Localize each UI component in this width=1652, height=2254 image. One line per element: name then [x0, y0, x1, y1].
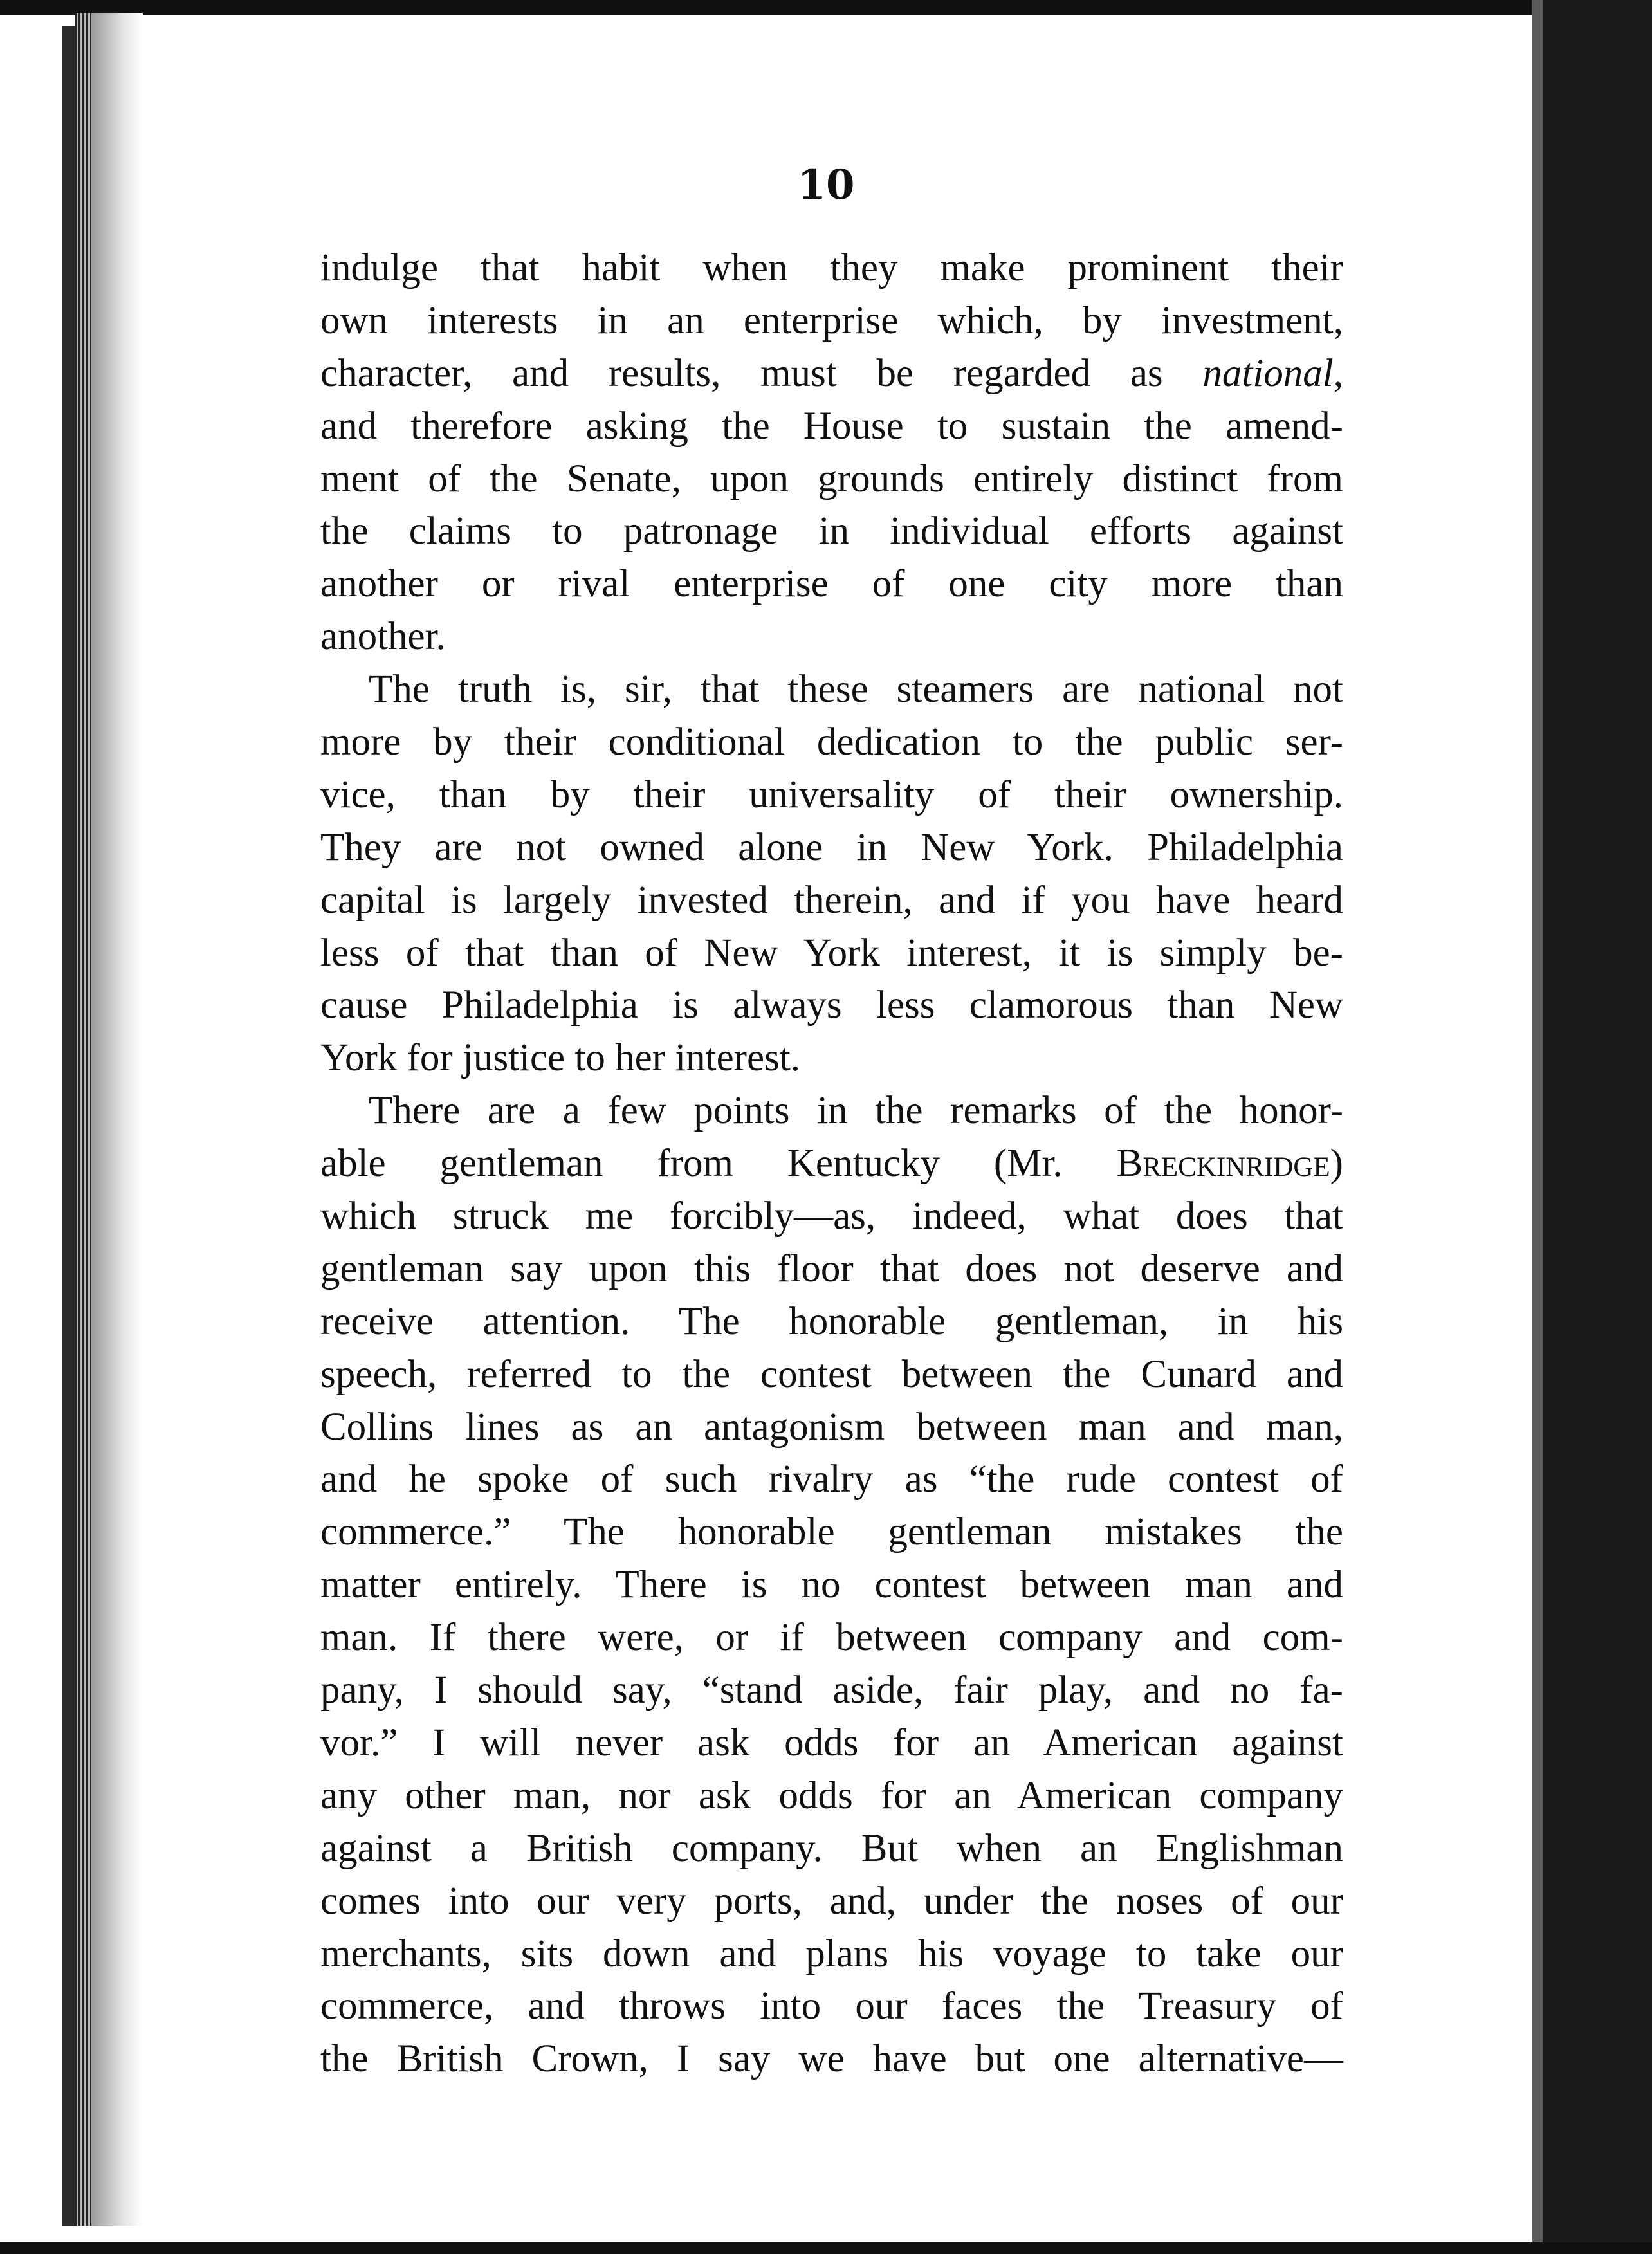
- text-line: Collins lines as an antagonism between man and man,: [320, 1405, 1343, 1449]
- text-line: another.: [320, 615, 446, 659]
- text-line: cause Philadelphia is always less clamorous than New: [320, 984, 1343, 1027]
- text-line: another or rival enterprise of one city more than: [320, 562, 1343, 606]
- text-line: gentleman say upon this floor that does not deserve and: [320, 1247, 1343, 1290]
- paragraph: [320, 242, 1343, 663]
- scan-border-right: [1543, 0, 1652, 2254]
- text-line: There are a few points in the remarks of the honor-: [369, 1089, 1343, 1133]
- italic-word: national: [1202, 351, 1334, 395]
- text-line: [320, 347, 1343, 400]
- text-line: commerce, and throws into our faces the Treasury of: [320, 1984, 1343, 2028]
- text-run: character, and results, must be regarded as: [320, 351, 1203, 395]
- small-caps-name: Breckinridge: [1116, 1142, 1330, 1186]
- text-run: ,: [1333, 351, 1343, 395]
- text-line: ment of the Senate, upon grounds entirely distinct from: [320, 457, 1343, 500]
- scan-border-top: [0, 0, 1652, 15]
- paragraph: [320, 1085, 1343, 2085]
- text-line: indulge that habit when they make prominent their: [320, 246, 1343, 289]
- text-run: able gentleman from Kentucky (Mr.: [320, 1142, 1117, 1186]
- book-spine-edge: [75, 13, 91, 2226]
- text-line: York for justice to her interest.: [320, 1036, 800, 1080]
- text-line: They are not owned alone in New York. Philadelphia: [320, 825, 1343, 869]
- text-line: against a British company. But when an Englishman: [320, 1826, 1343, 1870]
- text-line: commerce.” The honorable gentleman mistakes the: [320, 1510, 1343, 1554]
- text-line: more by their conditional dedication to the public ser-: [320, 720, 1343, 764]
- paragraph: [320, 663, 1343, 1085]
- text-line: The truth is, sir, that these steamers are national not: [369, 668, 1343, 711]
- text-line: vor.” I will never ask odds for an American against: [320, 1721, 1343, 1764]
- text-line: the British Crown, I say we have but one alternative—: [320, 2037, 1343, 2081]
- text-line: pany, I should say, “stand aside, fair play, and no fa-: [320, 1669, 1343, 1712]
- text-line: comes into our very ports, and, under the noses of our: [320, 1879, 1343, 1923]
- page-number: 10: [797, 161, 855, 209]
- text-line: speech, referred to the contest between the Cunard and: [320, 1352, 1343, 1396]
- text-line: any other man, nor ask odds for an American company: [320, 1773, 1343, 1817]
- text-line: the claims to patronage in individual efforts against: [320, 509, 1343, 553]
- text-run: ): [1330, 1142, 1343, 1186]
- text-line: which struck me forcibly—as, indeed, what does that: [320, 1195, 1343, 1238]
- text-line: less of that than of New York interest, it is simply be-: [320, 931, 1343, 975]
- text-line: capital is largely invested therein, and if you have heard: [320, 878, 1343, 922]
- scan-border-bottom: [0, 2242, 1652, 2254]
- text-line: receive attention. The honorable gentleman, in his: [320, 1299, 1343, 1343]
- text-line: and therefore asking the House to sustain the amend-: [320, 404, 1343, 448]
- text-line: man. If there were, or if between company and com-: [320, 1616, 1343, 1660]
- book-binding-shadow: [62, 26, 75, 2226]
- text-line: own interests in an enterprise which, by investment,: [320, 298, 1343, 342]
- text-line: and he spoke of such rivalry as “the rude contest of: [320, 1458, 1343, 1501]
- scan-border-right-inner: [1532, 0, 1543, 2254]
- text-line: vice, than by their universality of their ownership.: [320, 773, 1343, 816]
- gutter-shading: [91, 13, 143, 2226]
- text-line: merchants, sits down and plans his voyage to take our: [320, 1932, 1343, 1975]
- text-line: matter entirely. There is no contest between man and: [320, 1563, 1343, 1607]
- body-text: [320, 242, 1343, 2085]
- text-line: [320, 1137, 1343, 1190]
